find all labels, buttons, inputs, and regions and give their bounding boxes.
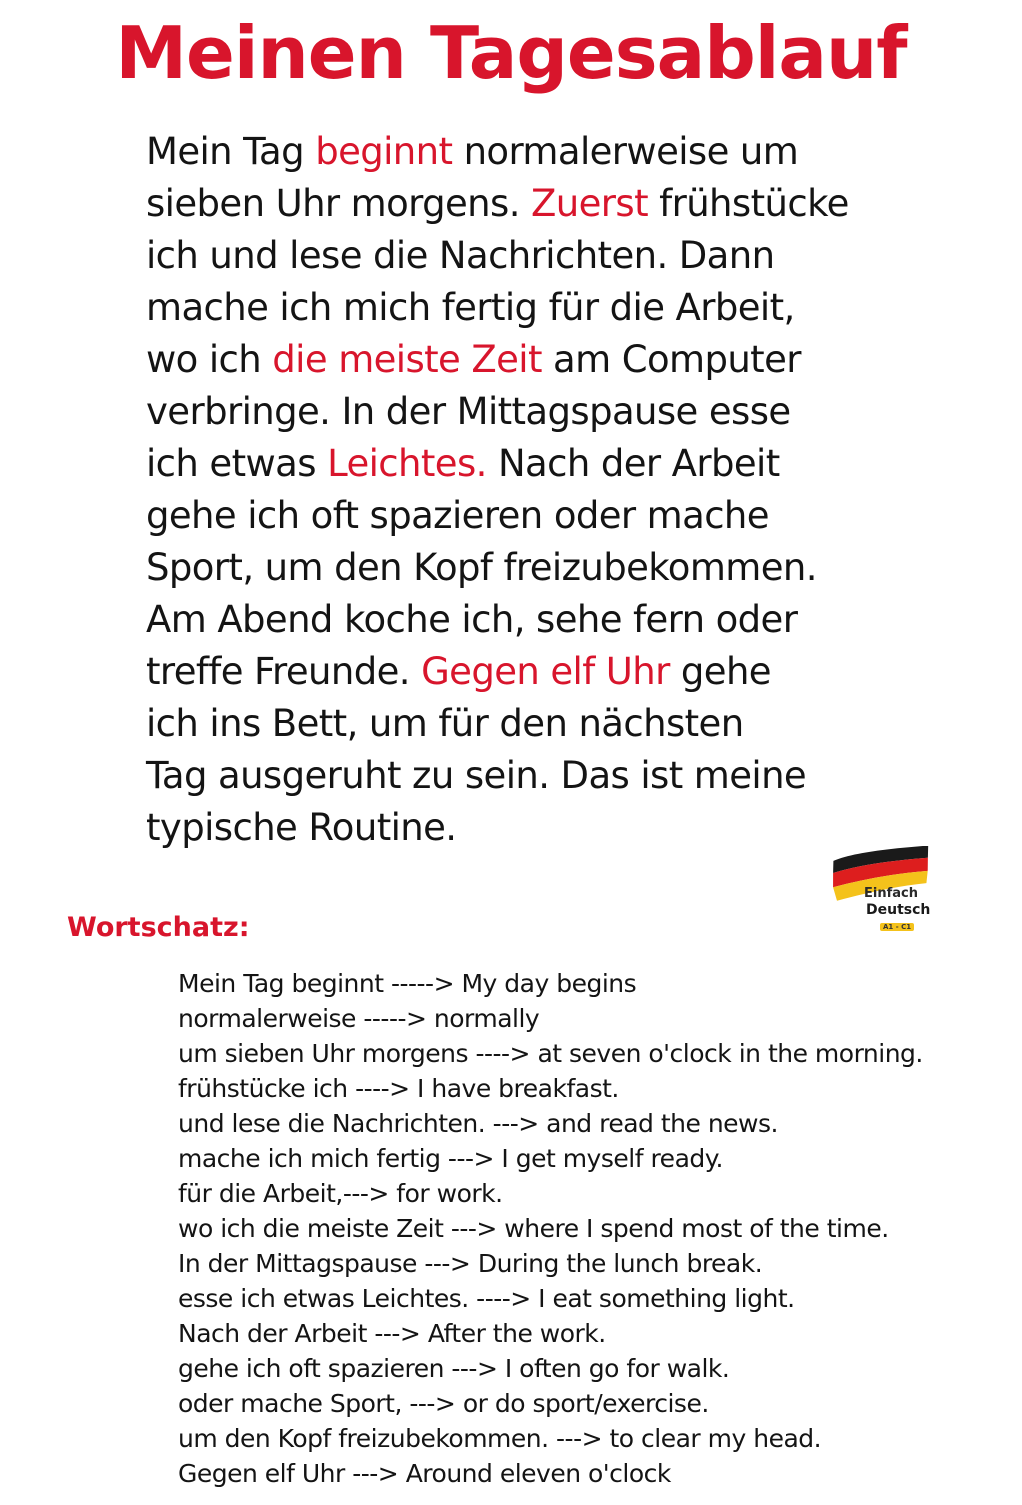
logo-level-badge: A1 - C1 (880, 923, 914, 931)
story-text: gehe (669, 650, 771, 693)
vocabulary-entry: Mein Tag beginnt -----> My day begins (178, 969, 637, 998)
story-paragraph (146, 126, 966, 854)
vocabulary-entry: um den Kopf freizubekommen. ---> to clear my head. (178, 1424, 822, 1453)
page-title: Meinen Tagesablauf (115, 11, 907, 95)
story-line (146, 282, 966, 334)
vocabulary-entry: wo ich die meiste Zeit ---> where I spend most of the time. (178, 1214, 889, 1243)
brand-logo (828, 846, 940, 938)
story-text: frühstücke (648, 182, 849, 225)
logo-text-einfach: Einfach (864, 886, 918, 901)
vocabulary-entry: frühstücke ich ----> I have breakfast. (178, 1074, 619, 1103)
vocabulary-entry: Nach der Arbeit ---> After the work. (178, 1319, 606, 1348)
story-text: ich und lese die Nachrichten. Dann (146, 234, 775, 277)
story-line (146, 646, 966, 698)
story-line (146, 750, 966, 802)
story-line (146, 178, 966, 230)
story-line (146, 542, 966, 594)
vocabulary-entry: Gegen elf Uhr ---> Around eleven o'clock (178, 1459, 671, 1488)
story-line (146, 230, 966, 282)
story-line (146, 594, 966, 646)
vocabulary-entry: normalerweise -----> normally (178, 1004, 540, 1033)
story-text: mache ich mich fertig für die Arbeit, (146, 286, 795, 329)
vocabulary-heading: Wortschatz: (67, 912, 250, 943)
story-text: ich etwas (146, 442, 328, 485)
story-text: Tag ausgeruht zu sein. Das ist meine (146, 754, 807, 797)
story-text: wo ich (146, 338, 273, 381)
highlighted-phrase: Leichtes. (327, 442, 487, 485)
highlighted-phrase: Zuerst (531, 182, 648, 225)
story-text: am Computer (541, 338, 801, 381)
vocabulary-entry: für die Arbeit,---> for work. (178, 1179, 503, 1208)
logo-text-deutsch: Deutsch (866, 902, 931, 918)
vocabulary-entry: und lese die Nachrichten. ---> and read the news. (178, 1109, 778, 1138)
story-text: typische Routine. (146, 806, 457, 849)
story-text: Am Abend koche ich, sehe fern oder (146, 598, 798, 641)
vocabulary-entry: gehe ich oft spazieren ---> I often go for walk. (178, 1354, 730, 1383)
story-text: verbringe. In der Mittagspause esse (146, 390, 791, 433)
vocabulary-entry: In der Mittagspause ---> During the lunch break. (178, 1249, 763, 1278)
story-line (146, 438, 966, 490)
story-text: Nach der Arbeit (486, 442, 780, 485)
story-text: gehe ich oft spazieren oder mache (146, 494, 769, 537)
story-line (146, 490, 966, 542)
story-text: sieben Uhr morgens. (146, 182, 532, 225)
story-text: Sport, um den Kopf freizubekommen. (146, 546, 817, 589)
vocabulary-entry: um sieben Uhr morgens ----> at seven o'clock in the morning. (178, 1039, 923, 1068)
story-line (146, 698, 966, 750)
story-text: normalerweise um (452, 130, 799, 173)
vocabulary-entry: mache ich mich fertig ---> I get myself ready. (178, 1144, 723, 1173)
story-line (146, 386, 966, 438)
story-line (146, 126, 966, 178)
vocabulary-entry: oder mache Sport, ---> or do sport/exercise. (178, 1389, 709, 1418)
highlighted-phrase: Gegen elf Uhr (421, 650, 670, 693)
vocabulary-list (178, 966, 998, 1491)
vocabulary-entry: esse ich etwas Leichtes. ----> I eat something light. (178, 1284, 795, 1313)
story-line (146, 334, 966, 386)
highlighted-phrase: beginnt (315, 130, 453, 173)
story-text: treffe Freunde. (146, 650, 422, 693)
highlighted-phrase: die meiste Zeit (272, 338, 542, 381)
story-text: Mein Tag (146, 130, 316, 173)
story-text: ich ins Bett, um für den nächsten (146, 702, 744, 745)
